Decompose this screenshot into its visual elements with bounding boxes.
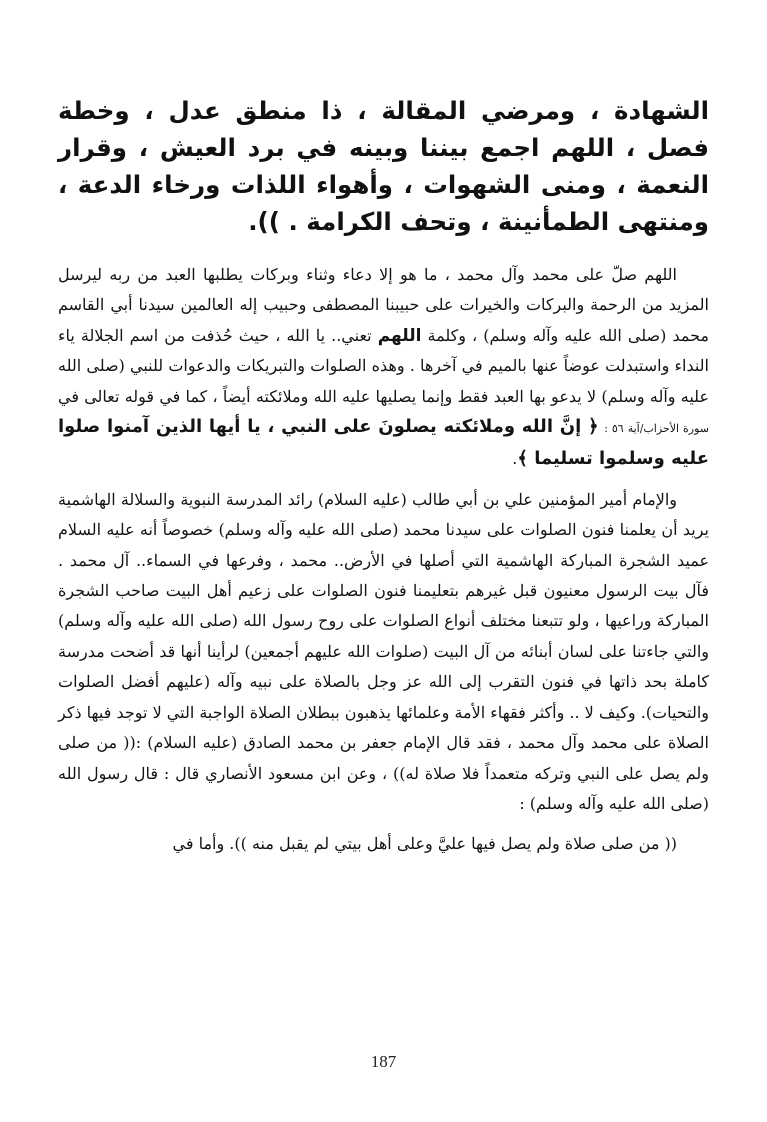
- surah-reference: سورة الأحزاب/آية ٥٦ :: [604, 422, 710, 436]
- paragraph-1-text-b: تعني.. يا الله ، حيث حُذفت من اسم الجلالة ياء النداء واستبدلت عوضاً عنها بالميم في آخرها . وهذه الصلوات والتبريكات والدعوات للنبي (صلى الله عليه وآله وسلم) لا يدعو بها العبد فقط وإنما يصليها عليه الله وملائكته أيضاً ، كما في قوله تعالى في: [58, 325, 709, 406]
- page-number: 187: [370, 1052, 397, 1071]
- paragraph-2: والإمام أمير المؤمنين علي بن أبي طالب (عليه السلام) رائد المدرسة النبوية والسلالة الهاشمية يريد أن يعلمنا فنون الصلوات على سيدنا محمد (صلى الله عليه وآله وسلم) خصوصاً أنه عليه السلام عميد الشجرة المباركة الهاشمية التي أصلها في الأرض.. محمد ، وفرعها في السماء.. آل محمد . فآل بيت الرسول معنيون قبل غيرهم بتعليمنا فنون الصلوات على زعيم أهل البيت صاحب الشجرة المباركة وراعيها ، ولو تتبعنا مختلف أنواع الصلوات على روح رسول الله (صلى الله عليه وآله وسلم) والتي جاءتنا على لسان أبنائه من آل البيت (صلوات الله عليهم أجمعين) لرأينا أنها قد أضحت مدرسة كاملة بحد ذاتها في فنون التقرب إلى الله عز وجل بالصلاة على نبيه وآله (عليهم أفضل الصلوات والتحيات). وكيف لا .. وأكثر فقهاء الأمة وعلمائها يذهبون ببطلان الصلاة الواجبة التي لا توجد فيها ذكر الصلاة على محمد وآل محمد ، فقد قال الإمام جعفر بن محمد الصادق (عليه السلام) :(( من صلى ولم يصل على النبي وتركه متعمداً فلا صلاة له)) ، وعن ابن مسعود الأنصاري قال : قال رسول الله (صلى الله عليه وآله وسلم) :: [58, 489, 710, 813]
- paragraph-1-text-a: اللهم صلّ على محمد وآل محمد ، ما هو إلا دعاء وثناء وبركات يطلبها العبد من ربه ليرسل المزيد من الرحمة والبركات والخيرات على حبيبنا المصطفى وحبيب إله العالمين سيدنا أبي القاسم محمد (صلى الله عليه وآله وسلم) ، وكلمة: [58, 265, 709, 345]
- heading-passage: الشهادة ، ومرضي المقالة ، ذا منطق عدل ، وخطة فصل ، اللهم اجمع بيننا وبينه في برد العيش ، وقرار النعمة ، ومنى الشهوات ، وأهواء اللذات ورخاء الدعة ، ومنتهى الطمأنينة ، وتحف الكرامة . )).: [58, 96, 709, 236]
- page-body: [58, 92, 709, 860]
- paragraph-1-end: .: [512, 449, 518, 469]
- paragraph-1: [58, 260, 709, 475]
- quran-verse: ﴿ إنَّ الله وملائكته يصلونَ على النبي ، يا أيها الذين آمنوا صلوا عليه وسلموا تسليما ﴾: [58, 416, 709, 470]
- paragraph-3: (( من صلى صلاة ولم يصل فيها عليَّ وعلى أهل بيتي لم يقبل منه )). وأما في: [172, 834, 677, 854]
- bold-word-allahumma: اللهم: [377, 325, 422, 346]
